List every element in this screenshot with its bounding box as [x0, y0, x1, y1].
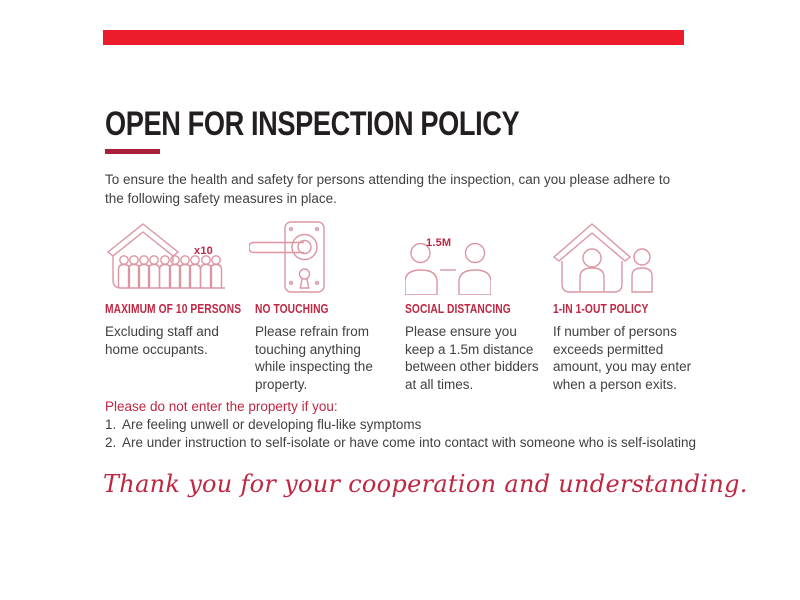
top-bar [103, 30, 684, 45]
measure-description: Please ensure you keep a 1.5m distance between other bidders at all times. [405, 324, 539, 392]
signoff-text: Thank you for your cooperation and understanding. [103, 470, 748, 498]
warning-item-text: Are under instruction to self-isolate or have come into contact with someone who is self-isolating [122, 434, 697, 450]
house-crowd-icon [106, 223, 226, 293]
safety-measures [105, 220, 725, 393]
icon-area-max-persons [105, 220, 255, 298]
measure-description: If number of persons exceeds permitted amount, you may enter when a person exits. [553, 324, 692, 392]
measure-no-touching [255, 220, 405, 393]
icon-area-social-distancing [405, 220, 553, 298]
page-title: OPEN FOR INSPECTION POLICY [105, 105, 520, 143]
measure-max-persons [105, 220, 255, 393]
icon-area-one-in-one-out [553, 220, 705, 298]
icon-area-no-touching [255, 220, 405, 298]
capacity-badge: x10 [194, 245, 213, 257]
intro-text: To ensure the health and safety for persons attending the inspection, can you please adhere to the following safety measures in place. [105, 172, 671, 206]
measure-social-distancing [405, 220, 553, 393]
measure-heading: 1-IN 1-OUT POLICY [553, 302, 649, 316]
measure-description: Excluding staff and home occupants. [105, 324, 219, 357]
measure-heading: NO TOUCHING [255, 302, 329, 316]
warning-lead: Please do not enter the property if you: [105, 399, 338, 414]
measure-heading: SOCIAL DISTANCING [405, 302, 511, 316]
measure-one-in-one-out [553, 220, 705, 393]
warning-item [105, 436, 705, 451]
social-distance-icon [405, 243, 491, 295]
entry-warning [105, 398, 705, 450]
one-in-one-out-icon [553, 222, 661, 293]
distance-badge: 1.5M [426, 237, 452, 249]
measure-heading: MAXIMUM OF 10 PERSONS [105, 302, 242, 316]
warning-item-number: 2. [105, 434, 117, 450]
door-handle-icon [249, 219, 325, 293]
measure-description: Please refrain from touching anything while inspecting the property. [255, 324, 373, 392]
title-underline [105, 149, 160, 154]
warning-item-text: Are feeling unwell or developing flu-like symptoms [122, 417, 422, 432]
warning-item-number: 1. [105, 417, 117, 432]
warning-item [105, 418, 705, 433]
